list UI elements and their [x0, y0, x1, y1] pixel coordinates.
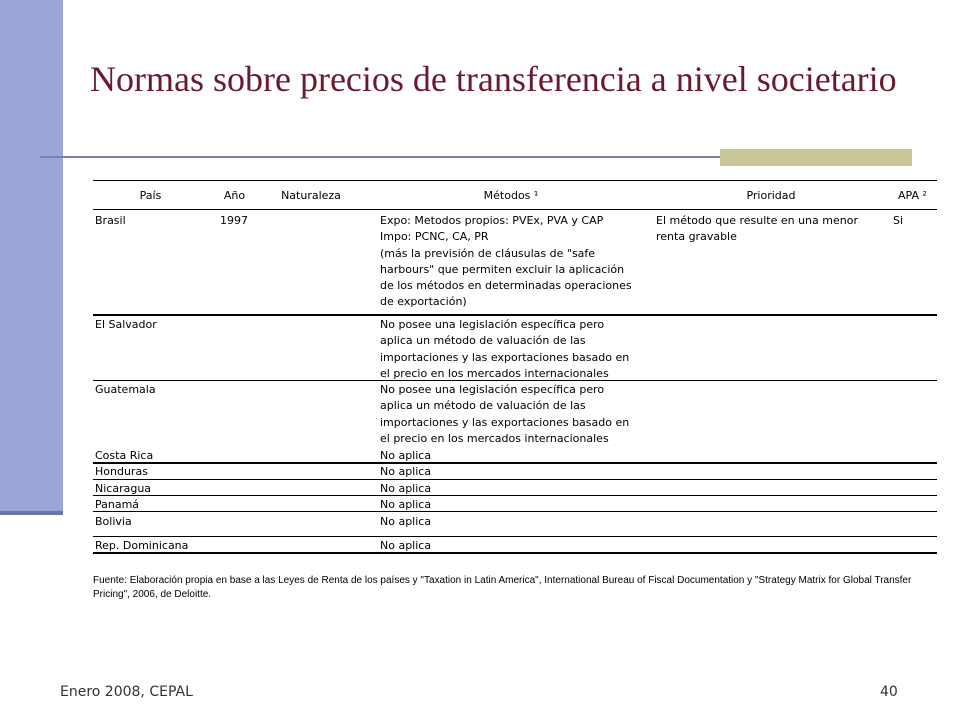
cell-line: el precio en los mercados internacionales — [380, 431, 609, 445]
cell-line: de exportación) — [380, 295, 467, 309]
header-metodos: Métodos ¹ — [483, 189, 539, 202]
row-rule — [93, 495, 937, 496]
cell-line: aplica un método de valuación de las — [380, 334, 586, 348]
header-rule — [93, 209, 937, 210]
cell-metodos: No aplica — [380, 515, 432, 528]
cell-pais: Brasil — [95, 214, 126, 227]
row-rule — [93, 511, 937, 512]
cell-metodos: No aplica — [380, 498, 432, 511]
cell-pais: Costa Rica — [95, 449, 154, 462]
cell-apa: Si — [893, 214, 904, 227]
cell-line: importaciones y las exportaciones basado en — [380, 350, 630, 364]
cell-line: importaciones y las exportaciones basado en — [380, 415, 630, 429]
slide-title: Normas sobre precios de transferencia a nivel societario — [90, 59, 897, 99]
cell-metodos: No aplica — [380, 449, 432, 462]
cell-pais: Rep. Dominicana — [95, 539, 189, 552]
title-accent-block — [720, 149, 912, 166]
cell-metodos: No aplica — [380, 482, 432, 495]
cell-pais: Panamá — [95, 498, 140, 511]
cell-line: de los métodos en determinadas operaciones — [380, 279, 632, 293]
cell-prioridad — [656, 213, 858, 246]
cell-metodos: No aplica — [380, 465, 432, 478]
cell-line: El método que resulte en una menor — [656, 214, 858, 227]
row-rule — [93, 536, 937, 537]
footer-date: Enero 2008, CEPAL — [60, 684, 193, 700]
row-rule — [93, 314, 937, 316]
cell-line: (más la previsión de cláusulas de "safe — [380, 246, 596, 260]
header-prioridad: Prioridad — [746, 189, 796, 202]
cell-line: Impo: PCNC, CA, PR — [380, 230, 489, 244]
header-apa: APA ² — [898, 189, 927, 202]
cell-pais: Guatemala — [95, 383, 156, 396]
cell-line: harbours" que permiten excluir la aplicación — [380, 262, 625, 276]
left-accent-bar-shadow — [0, 511, 63, 515]
left-accent-bar — [0, 0, 63, 511]
header-naturaleza: Naturaleza — [281, 189, 341, 202]
cell-line: el precio en los mercados internacionales — [380, 366, 609, 380]
cell-pais: Honduras — [95, 465, 148, 478]
table-bottom-rule — [93, 552, 937, 554]
cell-line: aplica un método de valuación de las — [380, 399, 586, 413]
cell-line: No posee una legislación específica pero — [380, 318, 605, 331]
row-rule — [93, 479, 937, 480]
cell-line: Expo: Metodos propios: PVEx, PVA y CAP — [380, 214, 604, 227]
cell-pais: El Salvador — [95, 318, 157, 331]
cell-ano: 1997 — [220, 214, 248, 227]
cell-metodos — [380, 213, 632, 311]
page-number: 40 — [880, 684, 898, 700]
table-top-rule — [93, 180, 937, 181]
cell-line: renta gravable — [656, 230, 737, 244]
header-ano: Año — [223, 189, 246, 202]
cell-metodos — [380, 317, 629, 382]
cell-metodos: No aplica — [380, 539, 432, 552]
cell-metodos — [380, 382, 629, 447]
source-note: Fuente: Elaboración propia en base a las Leyes de Renta de los países y "Taxation in Latin America", International Bureau of Fiscal Documentation y "Strategy Matrix for Global Transfer Pricing", 2006, de Deloitte. — [93, 575, 912, 600]
header-pais: País — [139, 189, 162, 202]
cell-pais: Nicaragua — [95, 482, 152, 495]
cell-pais: Bolivia — [95, 515, 132, 528]
row-rule — [93, 462, 937, 464]
cell-line: No posee una legislación específica pero — [380, 383, 605, 396]
